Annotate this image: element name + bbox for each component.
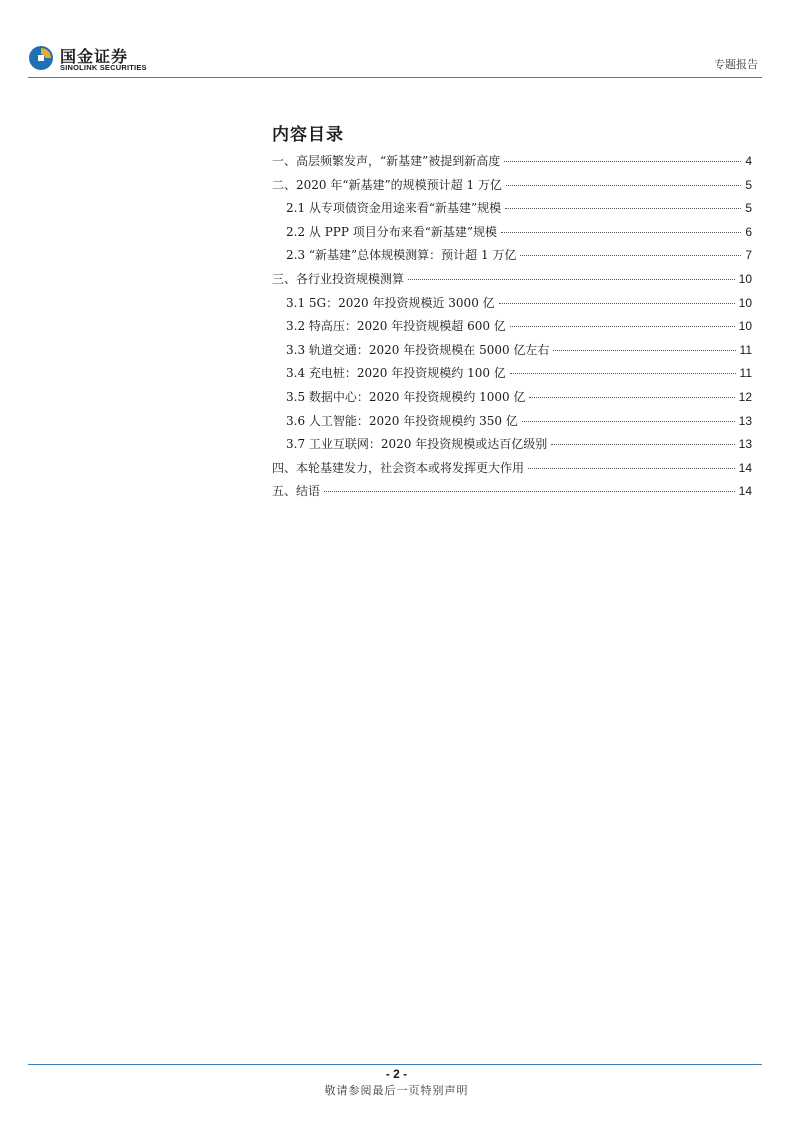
toc-entry-label: 3.2 特高压：2020 年投资规模超 600 亿: [286, 319, 506, 334]
table-of-contents: [272, 116, 752, 499]
toc-entry[interactable]: [272, 177, 752, 193]
toc-entry-page: 13: [738, 437, 752, 452]
company-logo: [28, 44, 148, 74]
toc-entry-label: 3.3 轨道交通：2020 年投资规模在 5000 亿左右: [286, 342, 550, 357]
toc-dot-leader: [505, 208, 741, 209]
toc-dot-leader: [510, 326, 735, 327]
toc-entry-label: 2.2 从 PPP 项目分布来看“新基建”规模: [286, 224, 498, 239]
toc-entry-page: 11: [739, 342, 752, 357]
toc-title: 内容目录: [272, 125, 344, 145]
toc-entry-label: 3.6 人工智能：2020 年投资规模约 350 亿: [286, 413, 518, 428]
toc-dot-leader: [529, 397, 734, 398]
toc-entry-label: 3.1 5G：2020 年投资规模近 3000 亿: [286, 295, 495, 310]
toc-entry[interactable]: [272, 153, 752, 169]
toc-entry[interactable]: [286, 413, 752, 429]
toc-dot-leader: [551, 444, 734, 445]
toc-dot-leader: [528, 468, 735, 469]
logo-english-name: SINOLINK SECURITIES: [60, 63, 147, 72]
toc-entry-page: 7: [745, 248, 752, 263]
toc-entry[interactable]: [272, 460, 752, 476]
toc-entry-page: 11: [739, 366, 752, 381]
toc-entry-label: 二、2020 年“新基建”的规模预计超 1 万亿: [272, 177, 502, 192]
toc-dot-leader: [408, 279, 735, 280]
toc-entry[interactable]: [286, 224, 752, 240]
toc-dot-leader: [324, 491, 735, 492]
toc-entry-page: 10: [738, 295, 752, 310]
toc-entry-page: 10: [738, 319, 752, 334]
toc-entry[interactable]: [286, 436, 752, 452]
header-divider: [28, 77, 762, 78]
toc-entry[interactable]: [286, 318, 752, 334]
toc-entry-label: 3.7 工业互联网：2020 年投资规模或达百亿级别: [286, 437, 548, 452]
toc-entry-page: 4: [745, 154, 752, 168]
toc-entry-label: 四、本轮基建发力，社会资本或将发挥更大作用: [272, 460, 525, 475]
toc-entry-label: 2.1 从专项债资金用途来看“新基建”规模: [286, 201, 502, 216]
toc-entry-page: 13: [738, 413, 752, 428]
toc-entry-page: 12: [738, 390, 752, 404]
toc-entry-page: 14: [738, 484, 752, 499]
toc-entry[interactable]: [286, 365, 752, 381]
toc-dot-leader: [506, 185, 741, 186]
toc-entry-page: 6: [745, 224, 752, 239]
toc-entry-label: 2.3 “新基建”总体规模测算：预计超 1 万亿: [286, 248, 517, 263]
toc-entry-page: 10: [738, 272, 752, 286]
toc-dot-leader: [510, 373, 736, 374]
toc-entry-label: 3.5 数据中心：2020 年投资规模约 1000 亿: [286, 390, 526, 404]
page-number: - 2 -: [385, 1067, 408, 1081]
toc-entry-label: 3.4 充电桩：2020 年投资规模约 100 亿: [286, 366, 506, 381]
toc-entry-page: 5: [745, 177, 752, 192]
toc-entry-label: 三、各行业投资规模测算: [272, 272, 405, 286]
toc-entry[interactable]: [272, 271, 752, 287]
toc-dot-leader: [504, 161, 741, 162]
toc-dot-leader: [522, 421, 735, 422]
toc-entry[interactable]: [286, 247, 752, 263]
toc-dot-leader: [499, 303, 735, 304]
logo-chinese-name: 国金证券: [60, 47, 129, 66]
toc-entry[interactable]: [286, 342, 752, 358]
toc-entry-page: 5: [745, 201, 752, 216]
toc-entry-label: 一、高层频繁发声，“新基建”被提到新高度: [272, 154, 501, 168]
toc-entry-page: 14: [738, 460, 752, 475]
toc-entry[interactable]: [286, 295, 752, 311]
footer-disclaimer: 敬请参阅最后一页特别声明: [324, 1084, 469, 1097]
toc-entry[interactable]: [286, 200, 752, 216]
toc-dot-leader: [501, 232, 741, 233]
toc-dot-leader: [553, 350, 735, 351]
report-type-label: 专题报告: [714, 58, 758, 71]
toc-entry-label: 五、结语: [272, 484, 321, 499]
page-header: [28, 40, 762, 76]
toc-entry[interactable]: [286, 389, 752, 405]
toc-dot-leader: [520, 255, 741, 256]
sinolink-logo-icon: [28, 45, 54, 71]
footer-divider: [28, 1064, 762, 1065]
toc-entry[interactable]: [272, 483, 752, 499]
